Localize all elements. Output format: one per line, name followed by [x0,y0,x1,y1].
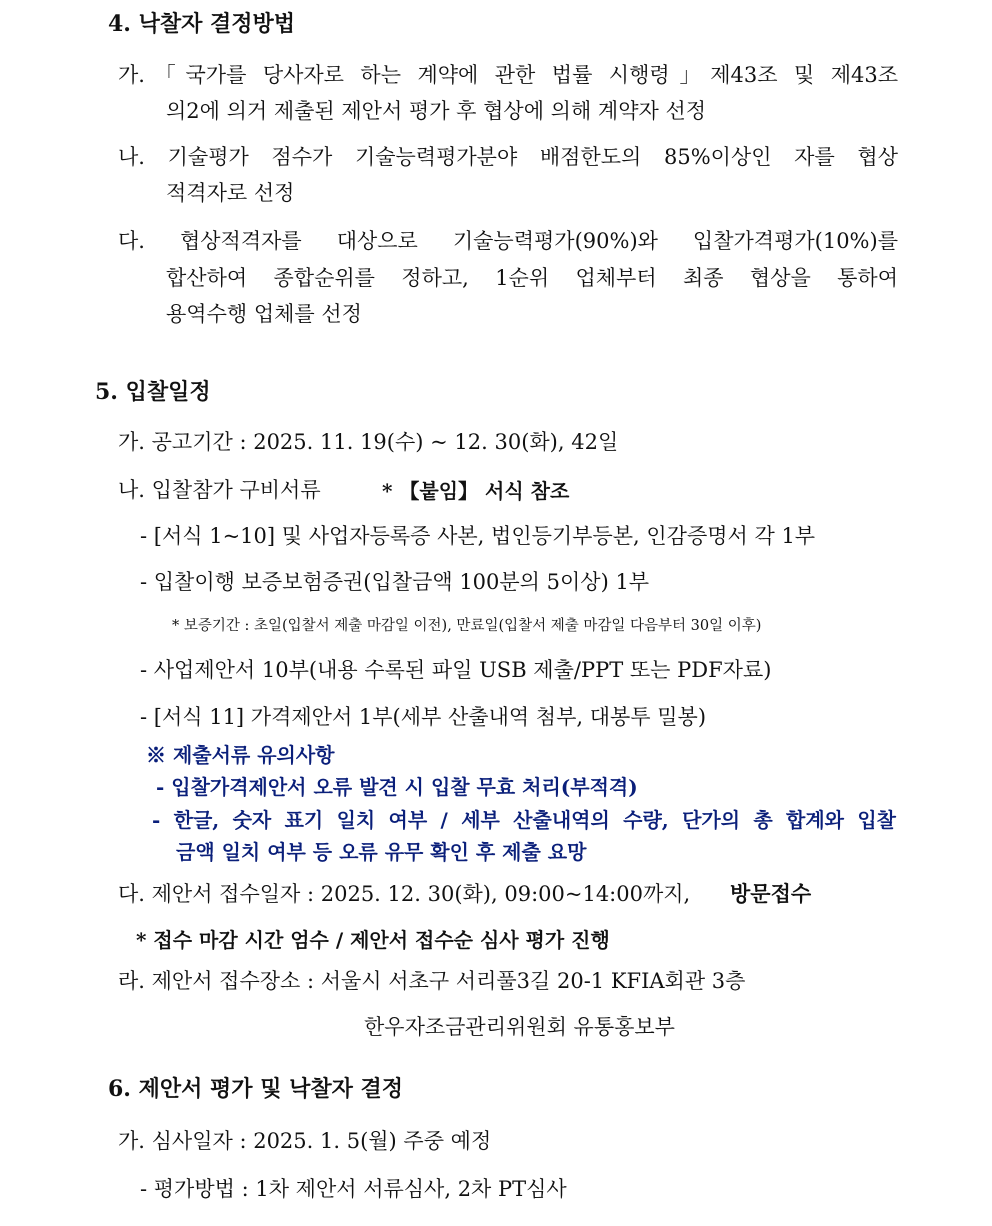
section-6-title: 6. 제안서 평가 및 낙찰자 결정 [108,1076,404,1102]
caution-item-2-line2: 금액 일치 여부 등 오류 유무 확인 후 제출 요망 [176,840,587,864]
sec5-doc-item-1: - [서식 1~10] 및 사업자등록증 사본, 법인등기부등본, 인감증명서 각 1부 [140,524,816,548]
caution-item-1: - 입찰가격제안서 오류 발견 시 입찰 무효 처리(부적격) [156,775,638,799]
sec5-doc-item-4: - [서식 11] 가격제안서 1부(세부 산출내역 첨부, 대봉투 밀봉) [140,705,707,729]
sec4-item-na-line1: 나. 기술평가 점수가 기술능력평가분야 배점한도의 85%이상인 자를 협상 [118,145,898,169]
sec4-item-ga-line1: 가.「국가를 당사자로 하는 계약에 관한 법률 시행령」제43조 및 제43조 [118,63,898,87]
sec5-doc-item-2: - 입찰이행 보증보험증권(입찰금액 100분의 5이상) 1부 [140,570,650,594]
sec5-item-na: 나. 입찰참가 구비서류 [118,478,321,502]
section-5-title: 5. 입찰일정 [95,379,211,405]
caution-title: ※ 제출서류 유의사항 [146,743,335,767]
sec6-item-ga: 가. 심사일자 : 2025. 1. 5(월) 주중 예정 [118,1129,492,1153]
sec5-item-da: 다. 제안서 접수일자 : 2025. 12. 30(화), 09:00~14:00까지, [118,882,691,906]
sec4-item-da-line1: 다. 협상적격자를 대상으로 기술능력평가(90%)와 입찰가격평가(10%)를 [118,229,898,253]
sec4-item-ga-line2: 의2에 의거 제출된 제안서 평가 후 협상에 의해 계약자 선정 [166,99,707,123]
sec6-item-method: - 평가방법 : 1차 제안서 서류심사, 2차 PT심사 [140,1177,567,1201]
sec4-item-da-line3: 용역수행 업체를 선정 [166,302,362,326]
sec5-item-da-bold: 방문접수 [730,881,812,906]
sec5-item-ga: 가. 공고기간 : 2025. 11. 19(수) ~ 12. 30(화), 42일 [118,430,619,454]
section-4-title: 4. 낙찰자 결정방법 [108,11,296,37]
sec5-item-da-note: * 접수 마감 시간 엄수 / 제안서 접수순 심사 평가 진행 [136,928,610,952]
sec5-item-ra: 라. 제안서 접수장소 : 서울시 서초구 서리풀3길 20-1 KFIA회관 3층 [118,969,746,993]
sec5-doc-item-2-note: * 보증기간 : 초일(입찰서 제출 마감일 이전), 만료일(입찰서 제출 마감일 다음부터 30일 이후) [172,618,762,634]
sec4-item-na-line2: 적격자로 선정 [166,181,295,205]
caution-item-2-line1: - 한글, 숫자 표기 일치 여부 / 세부 산출내역의 수량, 단가의 총 합계와 입찰 [152,808,896,832]
sec5-item-ra-line2: 한우자조금관리위원회 유통홍보부 [364,1015,675,1039]
sec5-item-na-note: * 【붙임】 서식 참조 [382,479,570,503]
sec5-doc-item-3: - 사업제안서 10부(내용 수록된 파일 USB 제출/PPT 또는 PDF자료) [140,658,772,682]
sec4-item-da-line2: 합산하여 종합순위를 정하고, 1순위 업체부터 최종 협상을 통하여 [166,266,898,290]
